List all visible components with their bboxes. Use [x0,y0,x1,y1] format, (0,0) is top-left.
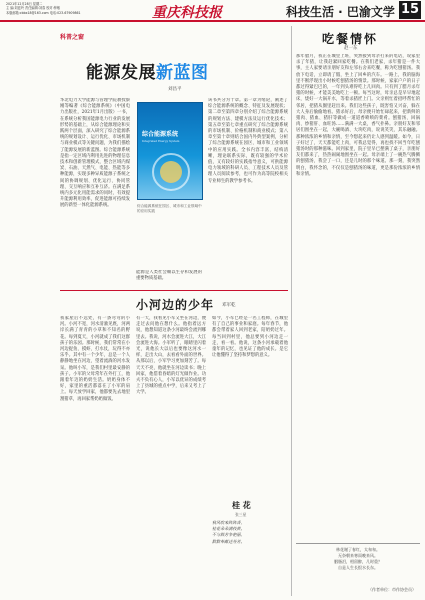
article1-title-prefix: 能源发展 [86,63,156,83]
article2-column-1: 我家屋后不远处，有一条弯弯的小河。小河不宽，河水清澈见底，河两岸长满了青青的小草和不知名的野花。每到夏天，小河就成了我们这群孩子的乐园。那时候，我们常常在小河边捉鱼、摸虾、打水仗，玩得不亦乐乎。其中有一个少年，总是一个人静静地坐在河边，望着流淌的河水发呆。他叫小军，是我们村里最安静的孩子。小军的父母常年在外打工，他跟着年迈的奶奶生活。奶奶身体不好，家里的重活都落在了小军的肩上。每天放学回家，他都要先去地里割猪草，再回家帮奶奶做饭。 [60,316,130,402]
article1-column-1: 华北电力大学能源与管理学院教授蔡刚等编著《综合能源系统》（中国电力出版社，2021年1月出版）一书，在系统分析我国能源电力行业的发展形势的基础上，从综合能源理论和实践两个层面，深入研究了综合能源系统的规划设计、运行优化、市场机制与商业模式等关键问题，为我们描绘了能源发展的新蓝图。综合能源系统是指一定区域内利用先进的物理信息技术和创新管理模式，整合区域内煤炭、石油、天然气、电能、热能等多种能源，实现多种异质能源子系统之间的协调规划、优化运行、协同管理、交互响应和互补互济。在满足系统内多元化用能需求的同时，有效提升能源利用效率，促进能源可持续发展的新型一体化能源系统。 [60,98,130,209]
page-number: 15 [400,2,420,17]
newspaper-name: 重庆科技报 [152,5,222,21]
issue-contact: 本版邮箱:cbbx18@163.com 电话:023-67909861 [6,10,81,15]
page-header [0,0,425,22]
poem-body [212,520,288,545]
verse-line: 无奈朝来寒雨晚来风。 [338,553,378,558]
verse-box [296,543,420,592]
author-affiliation: （作者单位：市作协会员） [368,587,416,592]
image-caption: 综合能源系统在园区、城市和工业领域中的应用实践 [137,204,202,213]
issue-meta [6,2,81,15]
poem-title: 桂 花 [232,501,251,510]
verse-text [296,544,420,571]
article1-title [86,58,209,83]
poem-line: 桂花朵朵满枝黄。 [212,526,245,532]
poem-line: 不与群芳争艳丽， [212,532,245,538]
article1-column-3: 该书共分为十章。第一章为绪论，阐述了综合能源系统的概念、特征及发展现状；第二章至第四章分别介绍了综合能源系统的规划方法、建模方法及运行优化技术；第五章至第七章重点研究了综合能源系统的市场机制、价格机制和商业模式；第八章至第十章则结合国内外典型案例，分析了综合能源系统在园区、城市和工业领域中的应用实践。全书内容丰富，结构清晰，理论联系实际，既有较强的学术价值，又有较好的实践指导意义，可供能源电力领域的科研人员、工程技术人员及管理人员阅读参考，也可作为高等院校相关专业师生的教学参考书。 [208,98,288,184]
column-label: 科普之窗 [60,34,85,41]
article1-column-2-bottom: 能源是人类社会赖以生存和发展的重要物质基础。 [136,270,202,282]
article3-title: 吃餐情怀 [322,32,379,46]
book-cover-image [137,102,203,200]
poem-author: 张三星 [235,512,247,517]
article3-author: 赵一东 [344,46,358,51]
article3-body: 那年腊月，我正在城里上班，突然接到母亲打来的电话，说家里杀了年猪，让我赶紧回家吃餐。在我们老家，杀年猪是一件大事，主人家要请亲朋好友和左邻右舍来吃餐，称为吃刨猪汤。我放下电话，立即请了假，坐上了回乡的汽车。一路上，我的脑海里不断浮现出小时候吃刨猪汤的情景。那时候，家家户户的日子都过得紧巴巴的，一年到头难得吃上几回肉。只有到了腊月杀年猪的时候，才能美美地吃上一顿。每当这时，母亲总是早早地起床，烧好一大锅开水，等着杀猪匠上门。父亲则忙着招呼帮忙的邻居，把猪从圈里赶出来。我们这些孩子，既害怕又兴奋，躲在大人身后偷偷地看。猪杀好后，母亲便开始忙碌起来，把新鲜的猪肉、猪血、猪肝等做成一道道香喷喷的菜肴。刨猪汤、回锅肉、炒猪肝、血旺汤……满满一大桌，香气扑鼻。亲朋好友和邻居们围坐在一起，大碗喝酒、大块吃肉，说说笑笑，其乐融融。那种浓浓的乡情和亲情，至今想起来仍让人感到温暖。如今，日子好过了，天天都能吃上肉，可我总觉得，再也找不回当年吃刨猪汤时的那种滋味。回到家里，院子里早已摆满了桌子，亲朋好友们都来了，热热闹闹地围坐在一起。母亲端上了一碗热气腾腾的刨猪汤，我尝了一口，还是儿时的那个味道。那一刻，我突然明白，我怀念的，不仅仅是刨猪汤的味道，更是那份浓浓的乡情和亲情。 [296,54,420,177]
article2-column-3: 如今，小军已经是一名工程师，在城里有了自己的事业和家庭。每年春节，他都会带着家人回到老家，陪奶奶过年。每当回到村里，他总要到小河边走一走，看一看。他说，这条小河承载着他童年的记忆，也见证了他的成长。是它让他懂得了坚持和梦想的意义。 [212,316,288,359]
verse-line: 林花谢了春红，太匆匆。 [336,547,380,552]
section-name: 科技生活 · 巴渝文学 [286,5,395,19]
article-divider [60,290,288,291]
article1-author: 刘昌平 [168,87,182,92]
verse-line: 自是人生长恨水长东。 [338,565,378,570]
issue-editors: 主 编:刘廷玲 责任编辑:刘春 校对:钟敏 [6,6,61,11]
cover-sun-decoration [160,161,182,183]
article2-title: 小河边的少年 [136,298,215,312]
article2-column-2: 有一天，我看见小军又坐在河边，便走过去问他在想什么。他指着远方说，他想知道这条小河最终会流到哪里去。我说，河水会流进大江，大江会流进大海。小军听了，眼睛里闪着光，说他长大以后也要像这河水一样，走出大山，去看看外面的世界。从那以后，小军学习更加刻苦了。每天天不亮，他就坐在河边读书；晚上回家，他借着昏暗的灯光做作业。功夫不负有心人，小军以优异的成绩考上了县城的重点中学，后来又考上了大学。 [136,316,206,396]
column-divider [291,26,292,596]
article2-author: 邓军乾 [222,303,236,308]
book-cover-title: 综合能源系统 [142,131,179,138]
poem-line: 秋风吹来阵阵香， [212,520,245,525]
issue-date: 2021年12月28日 星期二 [6,2,43,6]
poem-line: 默默奉献送芬芳。 [212,538,245,544]
book-cover-subtitle: Integrated Energy System [142,139,180,143]
article1-title-highlight: 新蓝图 [156,63,209,83]
verse-line: 胭脂泪，相留醉，几时重？ [334,559,382,564]
